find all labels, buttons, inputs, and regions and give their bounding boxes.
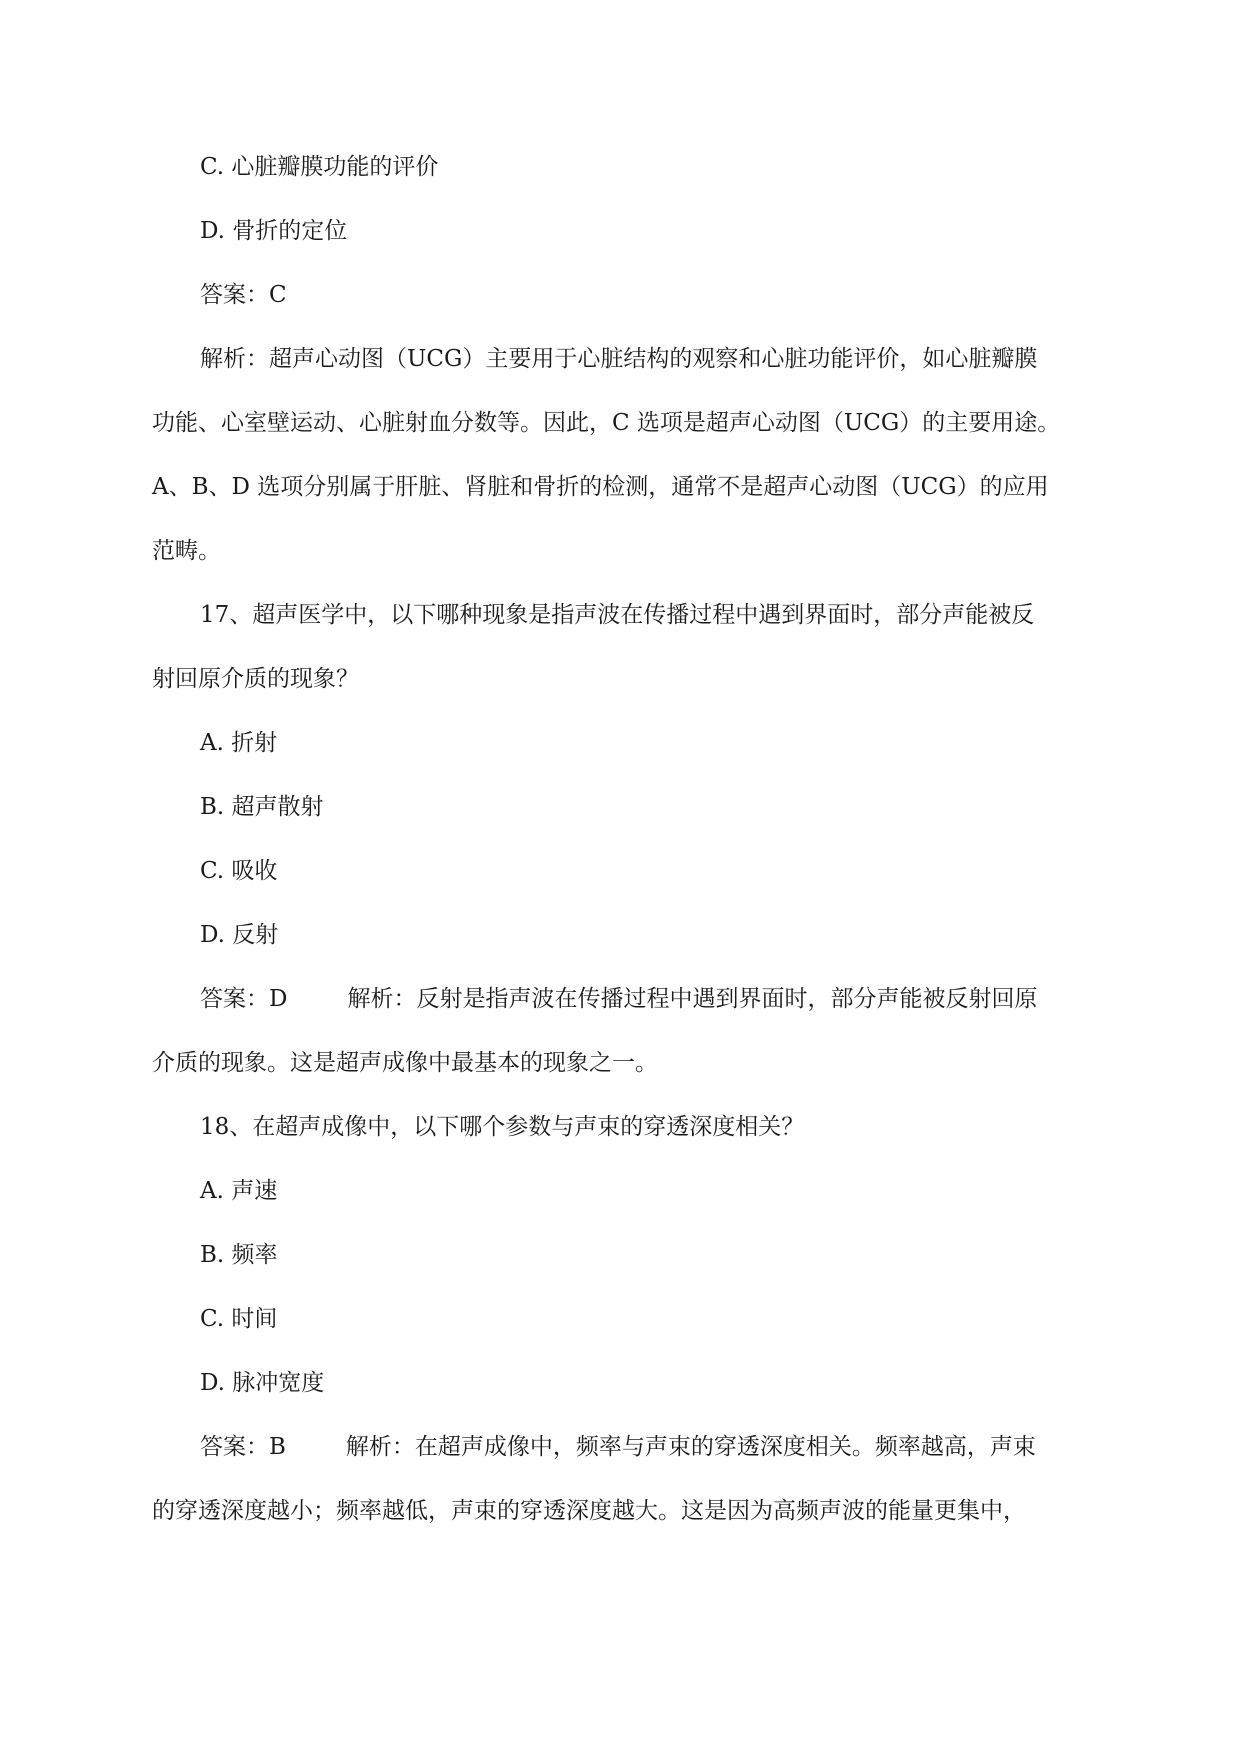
q17-question-line-2: 射回原介质的现象？ — [152, 666, 359, 692]
q18-answer-analysis-line — [200, 1432, 1140, 1462]
q18-option-b: B. 频率 — [200, 1242, 278, 1268]
q17-answer-analysis-line — [200, 984, 1140, 1014]
q18-option-d: D. 脉冲宽度 — [200, 1370, 325, 1396]
q16-analysis-line-2: 功能、心室壁运动、心脏射血分数等。因此，C 选项是超声心动图（UCG）的主要用途。 — [152, 410, 1061, 436]
q17-answer: 答案：D — [200, 986, 288, 1012]
q18-analysis-line-1: 解析：在超声成像中，频率与声束的穿透深度相关。频率越高，声束 — [345, 1434, 1036, 1460]
q17-question-line-1: 17、超声医学中，以下哪种现象是指声波在传播过程中遇到界面时，部分声能被反 — [200, 602, 1035, 628]
q18-question: 18、在超声成像中，以下哪个参数与声束的穿透深度相关？ — [200, 1114, 805, 1140]
q16-option-c: C. 心脏瓣膜功能的评价 — [200, 154, 439, 180]
q18-option-c: C. 时间 — [200, 1306, 278, 1332]
q18-option-a: A. 声速 — [200, 1178, 278, 1204]
q16-analysis-line-1: 解析：超声心动图（UCG）主要用于心脏结构的观察和心脏功能评价，如心脏瓣膜 — [200, 346, 1038, 372]
q18-analysis-line-2: 的穿透深度越小；频率越低，声束的穿透深度越大。这是因为高频声波的能量更集中， — [152, 1498, 1026, 1524]
q17-option-c: C. 吸收 — [200, 858, 278, 884]
q17-analysis-line-2: 介质的现象。这是超声成像中最基本的现象之一。 — [152, 1050, 658, 1076]
q17-option-b: B. 超声散射 — [200, 794, 324, 820]
q17-analysis-line-1: 解析：反射是指声波在传播过程中遇到界面时，部分声能被反射回原 — [347, 986, 1038, 1012]
q16-analysis-line-3: A、B、D 选项分别属于肝脏、肾脏和骨折的检测，通常不是超声心动图（UCG）的应用 — [152, 474, 1049, 500]
q16-answer: 答案：C — [200, 282, 287, 308]
q18-answer: 答案：B — [200, 1434, 286, 1460]
q17-option-a: A. 折射 — [200, 730, 278, 756]
q17-option-d: D. 反射 — [200, 922, 279, 948]
q16-analysis-line-4: 范畴。 — [152, 538, 221, 564]
q16-option-d: D. 骨折的定位 — [200, 218, 348, 244]
